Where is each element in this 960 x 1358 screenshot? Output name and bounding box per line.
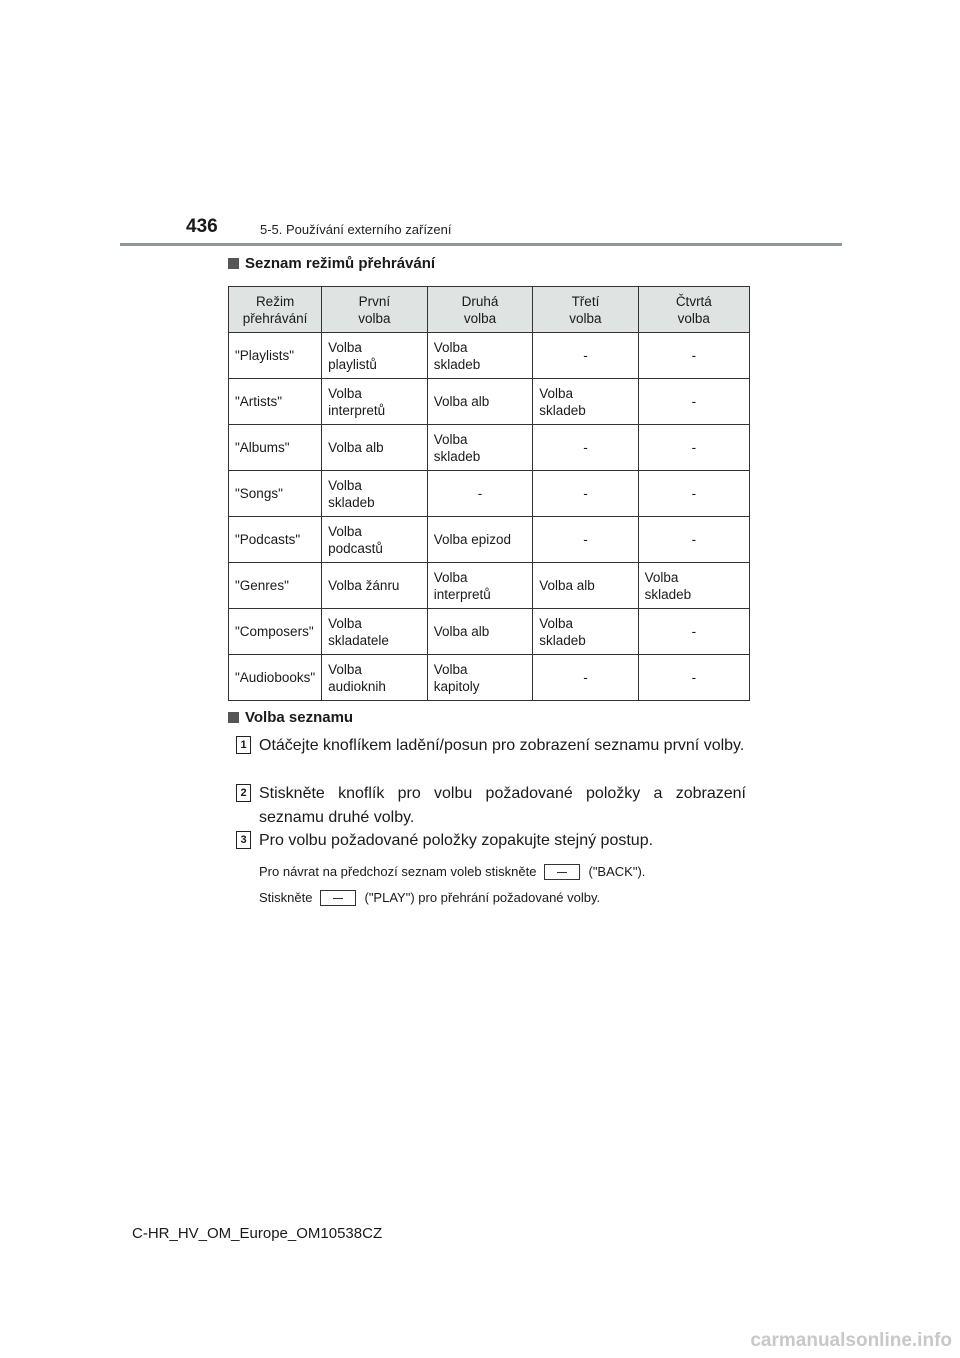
table-row [229, 655, 750, 701]
table-cell: "Podcasts" [229, 517, 322, 563]
back-button-icon [544, 864, 580, 880]
table-cell: "Composers" [229, 609, 322, 655]
table-cell: Volba skladatele [322, 609, 428, 655]
document-code: C-HR_HV_OM_Europe_OM10538CZ [132, 1225, 383, 1242]
column-header: Režim přehrávání [229, 287, 322, 333]
table-cell: Volba skladeb [427, 425, 533, 471]
section-title: 5-5. Používání externího zařízení [260, 222, 452, 237]
watermark: carmanualsonline.info [750, 1330, 952, 1351]
table-cell: - [638, 471, 749, 517]
note-text: ("BACK"). [588, 863, 646, 879]
table-cell: Volba playlistů [322, 333, 428, 379]
table-cell: Volba alb [322, 425, 428, 471]
table-cell: Volba interpretů [427, 563, 533, 609]
note-play [259, 889, 600, 905]
table-cell: - [427, 471, 533, 517]
table-cell: "Playlists" [229, 333, 322, 379]
column-header: První volba [322, 287, 428, 333]
table-cell: Volba skladeb [427, 333, 533, 379]
table-cell: Volba epizod [427, 517, 533, 563]
table-cell: - [638, 517, 749, 563]
column-header: Třetí volba [533, 287, 638, 333]
step-1 [236, 734, 746, 758]
table-row [229, 517, 750, 563]
table-row [229, 471, 750, 517]
step-3 [236, 829, 746, 853]
table-cell: - [533, 333, 638, 379]
square-bullet-icon [228, 712, 239, 723]
column-header: Čtvrtá volba [638, 287, 749, 333]
table-row [229, 425, 750, 471]
table-row [229, 379, 750, 425]
table-cell: "Audiobooks" [229, 655, 322, 701]
playback-modes-table [228, 286, 750, 701]
table-cell: Volba audioknih [322, 655, 428, 701]
step-text: Stiskněte knoflík pro volbu požadované položky a zobrazení seznamu druhé volby. [259, 785, 746, 826]
table-header-row [229, 287, 750, 333]
table-cell: Volba skladeb [638, 563, 749, 609]
table-row [229, 333, 750, 379]
selection-heading [228, 709, 353, 726]
table-cell: Volba skladeb [322, 471, 428, 517]
table-cell: Volba podcastů [322, 517, 428, 563]
step-text: Otáčejte knoflíkem ladění/posun pro zobrazení seznamu první volby. [259, 737, 745, 754]
step-number-badge: 2 [236, 784, 251, 802]
table-cell: "Albums" [229, 425, 322, 471]
page-number: 436 [186, 216, 218, 237]
square-bullet-icon [228, 258, 239, 269]
note-back [259, 863, 645, 879]
table-cell: Volba alb [427, 379, 533, 425]
table-cell: "Genres" [229, 563, 322, 609]
table-cell: Volba kapitoly [427, 655, 533, 701]
table-cell: - [638, 655, 749, 701]
modes-heading-text: Seznam režimů přehrávání [245, 255, 436, 272]
table-cell: - [638, 333, 749, 379]
step-2 [236, 782, 746, 830]
table-cell: - [533, 471, 638, 517]
table-cell: - [638, 425, 749, 471]
table-cell: - [638, 609, 749, 655]
table-cell: Volba alb [533, 563, 638, 609]
table-cell: Volba interpretů [322, 379, 428, 425]
note-text: Stiskněte [259, 889, 313, 905]
table-cell: - [533, 425, 638, 471]
column-header: Druhá volba [427, 287, 533, 333]
note-text: ("PLAY") pro přehrání požadované volby. [364, 889, 601, 905]
table-cell: Volba alb [427, 609, 533, 655]
table-cell: - [533, 517, 638, 563]
note-text: Pro návrat na předchozí seznam voleb stiskněte [259, 863, 537, 879]
table-row [229, 609, 750, 655]
header-rule [120, 243, 842, 246]
table-cell: - [533, 655, 638, 701]
step-number-badge: 3 [236, 831, 251, 849]
table-row [229, 563, 750, 609]
step-number-badge: 1 [236, 736, 251, 754]
table-cell: Volba skladeb [533, 609, 638, 655]
table-cell: Volba skladeb [533, 379, 638, 425]
table-cell: "Artists" [229, 379, 322, 425]
step-text: Pro volbu požadované položky zopakujte stejný postup. [259, 832, 654, 849]
play-button-icon [320, 890, 356, 906]
table-cell: Volba žánru [322, 563, 428, 609]
modes-heading [228, 255, 435, 272]
table-body [229, 333, 750, 701]
table-cell: "Songs" [229, 471, 322, 517]
table-cell: - [638, 379, 749, 425]
selection-heading-text: Volba seznamu [245, 709, 354, 726]
